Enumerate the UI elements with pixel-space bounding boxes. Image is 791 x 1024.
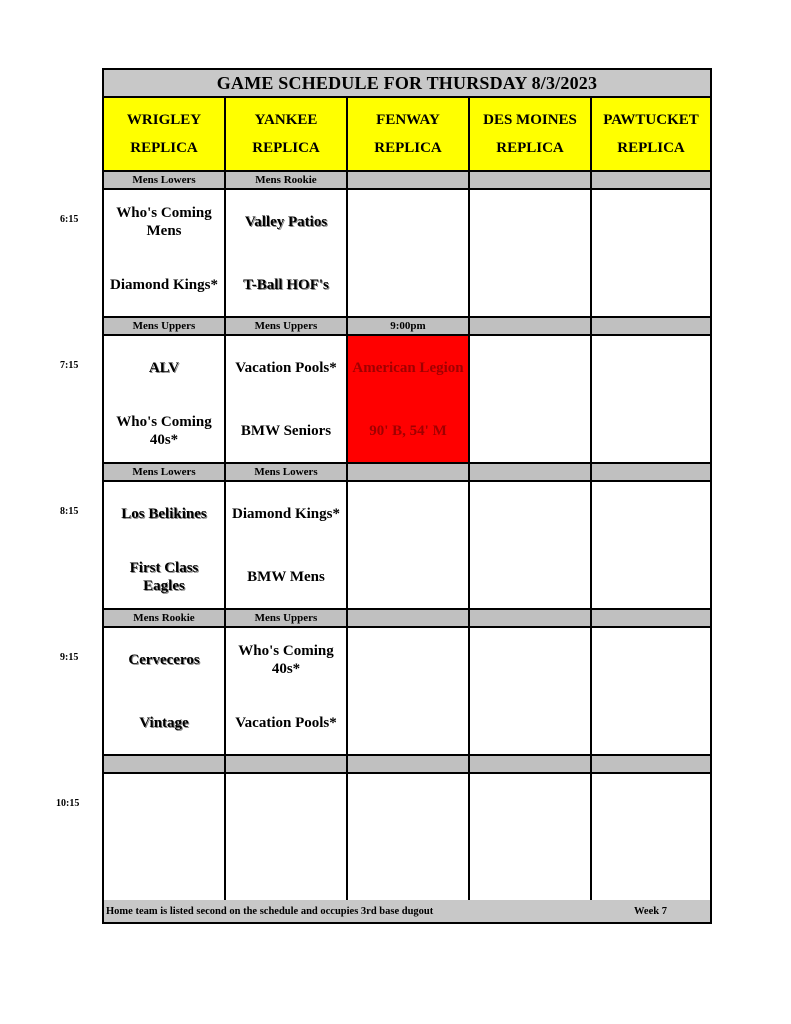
home-team xyxy=(592,838,710,900)
division-label xyxy=(104,756,224,772)
game-cell xyxy=(592,482,710,608)
field-name: WRIGLEY xyxy=(126,112,202,128)
game-cell xyxy=(226,628,346,754)
game-cell xyxy=(348,336,468,462)
field-header-1 xyxy=(104,98,224,170)
footer-bar xyxy=(104,900,710,922)
time-label: 9:15 xyxy=(60,652,79,663)
game-cell xyxy=(470,774,590,900)
visiting-team: Los Belikines xyxy=(121,506,207,522)
game-cell xyxy=(226,190,346,316)
time-label: 6:15 xyxy=(60,214,79,225)
home-team xyxy=(592,254,710,316)
home-team: Diamond Kings* xyxy=(110,277,218,293)
game-cell xyxy=(470,628,590,754)
week-label: Week 7 xyxy=(634,905,667,917)
game-cell xyxy=(592,190,710,316)
field-subtitle: REPLICA xyxy=(496,140,564,156)
field-header-5 xyxy=(592,98,710,170)
visiting-team xyxy=(470,190,590,254)
home-team xyxy=(226,838,346,900)
game-cell xyxy=(348,190,468,316)
game-cell xyxy=(592,336,710,462)
division-label xyxy=(470,756,590,772)
game-cell xyxy=(226,336,346,462)
visiting-team: American Legion xyxy=(352,360,464,376)
field-subtitle: REPLICA xyxy=(617,140,685,156)
division-label xyxy=(348,172,468,188)
division-label: Mens Lowers xyxy=(104,172,224,188)
field-header-3 xyxy=(348,98,468,170)
division-label xyxy=(592,464,710,480)
division-label xyxy=(226,756,346,772)
field-name: DES MOINES xyxy=(483,112,577,128)
game-cell xyxy=(226,774,346,900)
division-label xyxy=(592,172,710,188)
visiting-team: Vacation Pools* xyxy=(235,360,337,376)
footer-note: Home team is listed second on the schedule and occupies 3rd base dugout xyxy=(106,905,434,917)
home-team xyxy=(470,546,590,608)
visiting-team: Diamond Kings* xyxy=(232,506,340,522)
time-label: 7:15 xyxy=(60,360,79,371)
visiting-team xyxy=(592,774,710,838)
time-label: 8:15 xyxy=(60,506,79,517)
home-team xyxy=(470,254,590,316)
visiting-team xyxy=(348,482,468,546)
field-subtitle: REPLICA xyxy=(252,140,320,156)
game-cell xyxy=(348,628,468,754)
division-label: Mens Uppers xyxy=(104,318,224,334)
home-team xyxy=(470,692,590,754)
game-cell xyxy=(104,628,224,754)
visiting-team xyxy=(348,190,468,254)
division-label: Mens Uppers xyxy=(226,318,346,334)
visiting-team: Valley Patios xyxy=(244,214,328,230)
home-team: Vintage xyxy=(139,715,189,731)
visiting-team xyxy=(470,336,590,400)
game-cell xyxy=(226,482,346,608)
division-label: Mens Rookie xyxy=(226,172,346,188)
field-subtitle: REPLICA xyxy=(374,140,442,156)
visiting-team xyxy=(592,482,710,546)
home-team: BMW Mens xyxy=(247,569,325,585)
visiting-team xyxy=(226,774,346,838)
game-cell xyxy=(592,774,710,900)
visiting-team xyxy=(470,482,590,546)
game-cell xyxy=(470,336,590,462)
visiting-team xyxy=(348,628,468,692)
visiting-team xyxy=(104,774,224,838)
division-label xyxy=(592,610,710,626)
home-team: First Class Eagles xyxy=(129,560,199,594)
division-label xyxy=(592,318,710,334)
division-label: Mens Rookie xyxy=(104,610,224,626)
field-name: YANKEE xyxy=(254,112,318,128)
visiting-team: ALV xyxy=(148,360,180,376)
game-cell xyxy=(104,190,224,316)
division-label xyxy=(348,610,468,626)
visiting-team xyxy=(348,774,468,838)
visiting-team xyxy=(470,774,590,838)
game-cell xyxy=(348,774,468,900)
field-name: PAWTUCKET xyxy=(603,112,699,128)
division-label: Mens Uppers xyxy=(226,610,346,626)
game-cell xyxy=(348,482,468,608)
home-team xyxy=(592,546,710,608)
division-label xyxy=(348,756,468,772)
schedule-table xyxy=(102,68,712,924)
home-team xyxy=(348,546,468,608)
game-cell xyxy=(104,774,224,900)
division-label: Mens Lowers xyxy=(226,464,346,480)
game-cell xyxy=(470,190,590,316)
visiting-team xyxy=(592,336,710,400)
home-team xyxy=(470,838,590,900)
field-subtitle: REPLICA xyxy=(130,140,198,156)
home-team: BMW Seniors xyxy=(240,423,332,439)
home-team xyxy=(470,400,590,462)
division-label xyxy=(470,610,590,626)
home-team: T-Ball HOF's xyxy=(243,277,329,293)
home-team: Who's Coming 40s* xyxy=(116,414,212,448)
visiting-team: Who's Coming Mens xyxy=(116,205,212,239)
visiting-team xyxy=(592,628,710,692)
home-team xyxy=(104,838,224,900)
division-label: Mens Lowers xyxy=(104,464,224,480)
visiting-team xyxy=(592,190,710,254)
home-team xyxy=(592,400,710,462)
field-header-2 xyxy=(226,98,346,170)
visiting-team xyxy=(470,628,590,692)
division-label xyxy=(592,756,710,772)
game-cell xyxy=(104,336,224,462)
division-label xyxy=(470,172,590,188)
division-label xyxy=(470,464,590,480)
time-label: 10:15 xyxy=(56,798,80,809)
field-header-4 xyxy=(470,98,590,170)
visiting-team: Cerveceros xyxy=(128,652,200,668)
division-label xyxy=(348,464,468,480)
home-team: Vacation Pools* xyxy=(235,715,337,731)
home-team xyxy=(348,838,468,900)
schedule-title: GAME SCHEDULE FOR THURSDAY 8/3/2023 xyxy=(104,70,710,96)
game-cell xyxy=(592,628,710,754)
division-label xyxy=(470,318,590,334)
home-team xyxy=(348,692,468,754)
home-team xyxy=(592,692,710,754)
game-cell xyxy=(470,482,590,608)
visiting-team: Who's Coming 40s* xyxy=(238,643,334,677)
division-label: 9:00pm xyxy=(348,318,468,334)
home-team: 90' B, 54' M xyxy=(369,423,447,439)
game-cell xyxy=(104,482,224,608)
home-team xyxy=(348,254,468,316)
field-name: FENWAY xyxy=(376,112,440,128)
